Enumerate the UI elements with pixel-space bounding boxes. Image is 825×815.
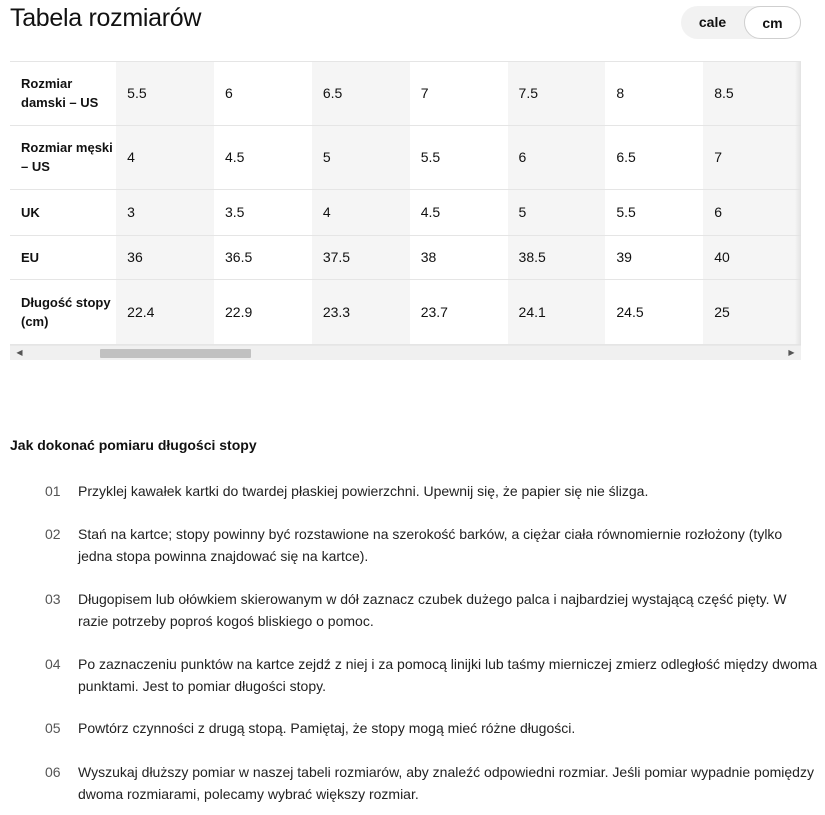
table-cell: 8 — [605, 62, 703, 125]
table-cell: 40 — [703, 235, 801, 279]
table-cell: 6 — [214, 62, 312, 125]
scroll-right-arrow-icon[interactable]: ▶ — [788, 348, 795, 357]
table-cell: 24.1 — [508, 279, 606, 344]
scroll-left-arrow-icon[interactable]: ◀ — [16, 348, 23, 357]
table-cell: 7 — [703, 125, 801, 189]
page-title: Tabela rozmiarów — [10, 4, 202, 32]
table-row — [10, 279, 801, 344]
table-cell: 25 — [703, 279, 801, 344]
table-cell: 6.5 — [312, 62, 410, 125]
table-cell: 22.4 — [116, 279, 214, 344]
row-header: Rozmiar damski – US — [10, 62, 116, 125]
step-text: Po zaznaczeniu punktów na kartce zejdź z niej i za pomocą linijki lub taśmy mierniczej zmierz odległość między dwoma punktami. Jest to pomiar długości stopy. — [78, 656, 818, 694]
table-cell: 6 — [508, 125, 606, 189]
table-cell: 5.5 — [605, 189, 703, 235]
step-number: 06 — [45, 764, 61, 780]
step-number: 03 — [45, 591, 61, 607]
table-cell: 23.3 — [312, 279, 410, 344]
row-header: Długość stopy (cm) — [10, 279, 116, 344]
step-number: 02 — [45, 526, 61, 542]
table-cell: 4.5 — [410, 189, 508, 235]
table-cell: 6.5 — [605, 125, 703, 189]
row-header: EU — [10, 235, 116, 279]
table-cell: 4 — [312, 189, 410, 235]
table-cell: 5.5 — [410, 125, 508, 189]
step-number: 05 — [45, 720, 61, 736]
table-cell: 39 — [605, 235, 703, 279]
horizontal-scrollbar[interactable] — [10, 345, 801, 360]
step-text: Stań na kartce; stopy powinny być rozstawione na szerokość barków, a ciężar ciała równomiernie rozłożony (tylko jedna stopa powinna znajdować się na kartce). — [78, 526, 783, 564]
table-cell: 5 — [312, 125, 410, 189]
step-number: 01 — [45, 483, 61, 499]
table-cell: 4.5 — [214, 125, 312, 189]
step-text: Powtórz czynności z drugą stopą. Pamiętaj, że stopy mogą mieć różne długości. — [78, 720, 576, 736]
table-cell: 7.5 — [508, 62, 606, 125]
unit-inches-button[interactable]: cale — [681, 6, 744, 39]
step-text: Przyklej kawałek kartki do twardej płaskiej powierzchni. Upewnij się, że papier się nie ślizga. — [78, 483, 649, 499]
table-row — [10, 62, 801, 125]
table-cell: 36.5 — [214, 235, 312, 279]
row-header: UK — [10, 189, 116, 235]
table-cell: 7 — [410, 62, 508, 125]
row-header: Rozmiar męski – US — [10, 125, 116, 189]
table-cell: 4 — [116, 125, 214, 189]
size-table-scroll-container[interactable] — [10, 61, 801, 361]
table-cell: 22.9 — [214, 279, 312, 344]
table-overflow-fade — [795, 62, 801, 345]
size-table — [10, 62, 801, 345]
unit-cm-button[interactable]: cm — [744, 6, 801, 39]
scrollbar-thumb[interactable] — [100, 349, 251, 358]
table-row — [10, 189, 801, 235]
table-cell: 24.5 — [605, 279, 703, 344]
step-text: Długopisem lub ołówkiem skierowanym w dół zaznacz czubek dużego palca i najbardziej wystającą część pięty. W razie potrzeby poproś kogoś bliskiego o pomoc. — [78, 591, 787, 629]
table-cell: 36 — [116, 235, 214, 279]
step-number: 04 — [45, 656, 61, 672]
table-cell: 6 — [703, 189, 801, 235]
table-cell: 5.5 — [116, 62, 214, 125]
step-text: Wyszukaj dłuższy pomiar w naszej tabeli rozmiarów, aby znaleźć odpowiedni rozmiar. Jeśli pomiar wypadnie pomiędzy dwoma rozmiarami, polecamy wybrać większy rozmiar. — [78, 764, 814, 802]
table-cell: 3.5 — [214, 189, 312, 235]
table-cell: 8.5 — [703, 62, 801, 125]
table-cell: 23.7 — [410, 279, 508, 344]
table-cell: 37.5 — [312, 235, 410, 279]
measure-instructions-title: Jak dokonać pomiaru długości stopy — [10, 437, 257, 453]
table-cell: 38 — [410, 235, 508, 279]
table-cell: 3 — [116, 189, 214, 235]
table-row — [10, 125, 801, 189]
table-cell: 5 — [508, 189, 606, 235]
table-cell: 38.5 — [508, 235, 606, 279]
table-row — [10, 235, 801, 279]
unit-toggle — [681, 6, 801, 39]
